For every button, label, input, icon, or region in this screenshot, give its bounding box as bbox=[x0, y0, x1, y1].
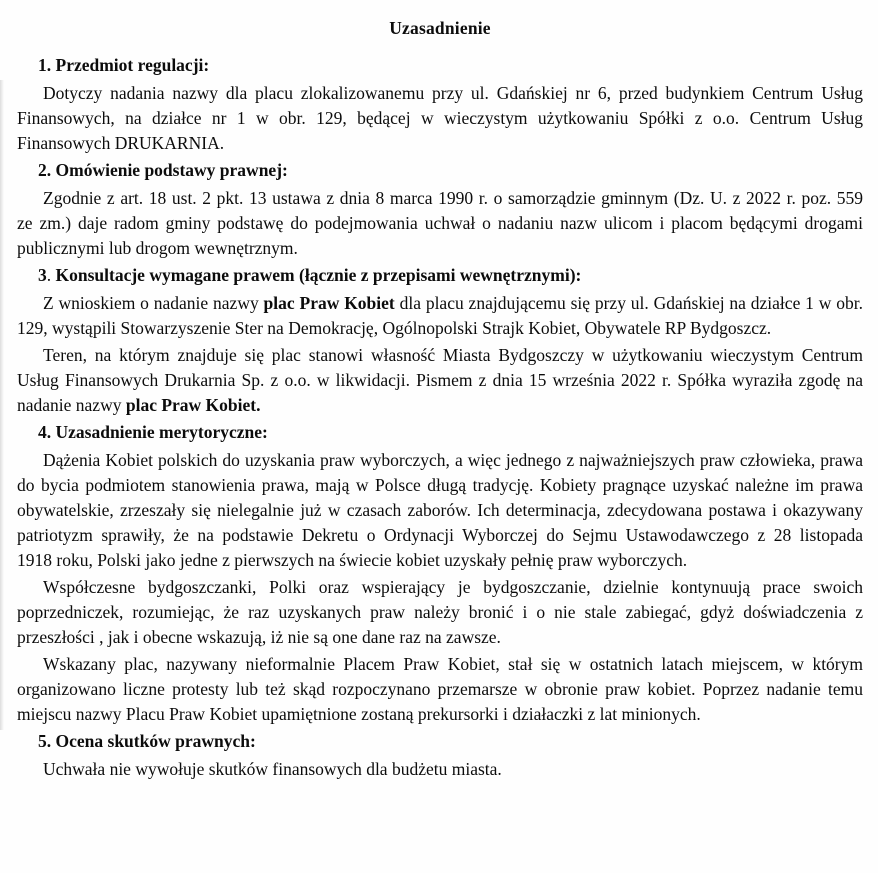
paragraph-naming-request bbox=[17, 291, 863, 341]
section-3-heading-text: Konsultacje wymagane prawem (łącznie z przepisami wewnętrznymi): bbox=[55, 265, 582, 285]
bold-run-plac-praw-kobiet: plac Praw Kobiet. bbox=[125, 395, 261, 415]
paragraph-modern-activism: Współczesne bydgoszczanki, Polki oraz wspierający je bydgoszczanie, dzielnie kontynuują prace swoich poprzedniczek, rozumiejąc, że raz uzyskanych praw należy bronić i o nie stale zabiegać, gdyż doświadczenia z przeszłości , jak i obecne wskazują, iż nie są one dane raz na zawsze. bbox=[17, 577, 863, 647]
scan-edge-shadow bbox=[0, 80, 4, 730]
paragraph-subject-of-regulation: Dotyczy nadania nazwy dla placu zlokalizowanemu przy ul. Gdańskiej nr 6, przed budynkiem Centrum Usług Finansowych, na działce nr 1 w obr. 129, będącej w wieczystym użytkowaniu Spółki z o.o. Centrum Usług Finansowych DRUKARNIA. bbox=[17, 83, 863, 153]
paragraph-legal-basis: Zgodnie z art. 18 ust. 2 pkt. 13 ustawa z dnia 8 marca 1990 r. o samorządzie gminnym (Dz. U. z 2022 r. poz. 559 ze zm.) daje radom gminy podstawę do podejmowania uchwał o nadaniu nazw ulicom i placom będącymi drogami publicznymi lub drogom wewnętrznym. bbox=[17, 188, 863, 258]
paragraph-historical-background: Dążenia Kobiet polskich do uzyskania praw wyborczych, a więc jednego z najważniejszych praw człowieka, prawa do bycia podmiotem stanowienia prawa, mają w Polsce długą tradycję. Kobiety pragnące uzyskać należne im prawa obywatelskie, zrzeszały się nielegalnie już w czasach zaborów. Ich determinacja, zdecydowana postawa i okazywany patriotyzm sprawiły, że na podstawie Dekretu o Ordynacji Wyborczej do Sejmu Ustawodawczego z 28 listopada 1918 roku, Polski jako jedne z pierwszych na świecie kobiet uzyskały pełnię praw wyborczych. bbox=[17, 450, 863, 570]
section-4-heading: 4. Uzasadnienie merytoryczne: bbox=[38, 422, 268, 442]
text-run: Teren, na którym znajduje się plac stanowi własność Miasta Bydgoszczy w użytkowaniu wieczystym Centrum Usług Finansowych Drukarnia Sp. z o.o. w likwidacji. Pismem z dnia 15 września 2022 r. Spółka wyraziła zgodę na nadanie nazwy bbox=[17, 345, 863, 415]
section-1-heading: 1. Przedmiot regulacji: bbox=[38, 55, 210, 75]
section-3-heading-separator: . bbox=[46, 265, 56, 285]
text-run: Z wnioskiem o nadanie nazwy bbox=[43, 293, 264, 313]
paragraph-square-significance: Wskazany plac, nazywany nieformalnie Placem Praw Kobiet, stał się w ostatnich latach miejscem, w którym organizowano liczne protesty lub też skąd rozpoczynano przemarsze w obronie praw kobiet. Poprzez nadanie temu miejscu nazwy Placu Praw Kobiet upamiętnione zostaną prekursorki i działaczki z lat minionych. bbox=[17, 654, 863, 724]
section-3-heading-number: 3 bbox=[38, 265, 47, 285]
text-run: dla placu znajdującemu się przy ul. Gdańskiej na działce 1 w obr. 129, wystąpili Stowarzyszenie Ster na Demokrację, Ogólnopolski Strajk Kobiet, Obywatele RP Bydgoszcz. bbox=[17, 293, 863, 338]
section-3-heading bbox=[17, 263, 863, 288]
paragraph-financial-effects: Uchwała nie wywołuje skutków finansowych dla budżetu miasta. bbox=[43, 759, 502, 779]
document-title: Uzasadnienie bbox=[389, 18, 491, 38]
section-2-heading: 2. Omówienie podstawy prawnej: bbox=[38, 160, 288, 180]
bold-run-plac-praw-kobiet: plac Praw Kobiet bbox=[263, 293, 395, 313]
paragraph-land-ownership bbox=[17, 343, 863, 418]
section-5-heading: 5. Ocena skutków prawnych: bbox=[38, 731, 256, 751]
